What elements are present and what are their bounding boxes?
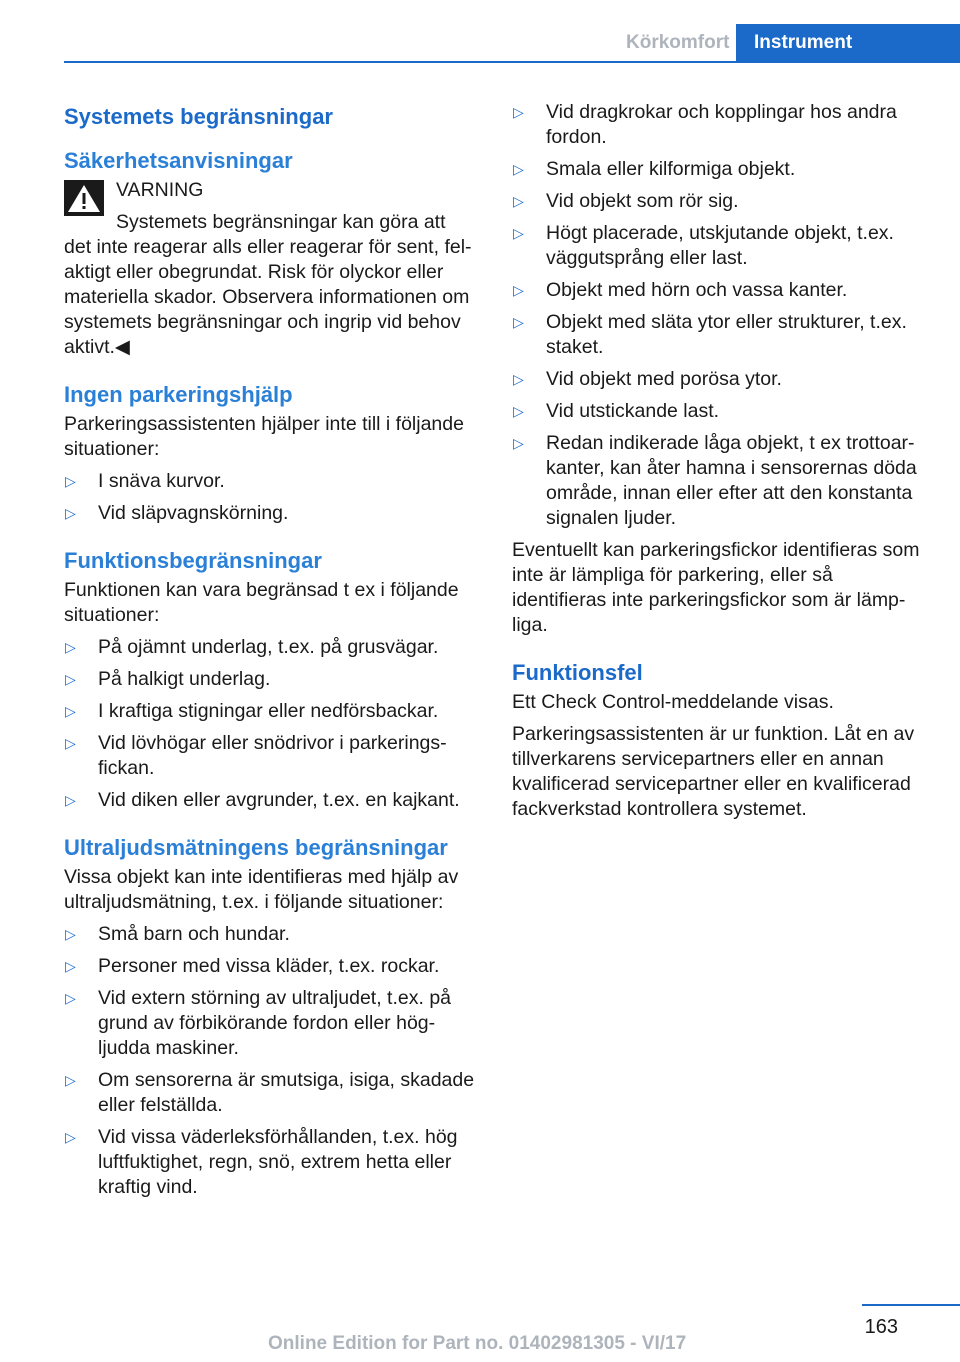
function-limits-heading: Funktionsbegränsningar	[64, 548, 322, 573]
list-item: ▷ Vid lövhögar eller snödrivor i parkerings‐fickan.	[65, 732, 447, 779]
bullet-triangle-icon: ▷	[65, 639, 76, 655]
list-item: ▷ Personer med vissa kläder, t.ex. rockar.	[65, 955, 440, 977]
fault-heading: Funktionsfel	[512, 660, 643, 685]
warning-text-rest: det inte reagerar alls eller reagerar för sent, fel‐aktigt eller obegrundat. Risk för olyckor eller materiella skador. Observera informationen om systemets begränsningar och ingrip vid behov aktivt.◀	[64, 236, 472, 358]
ultrasonic-list-continued	[512, 100, 924, 531]
list-item: ▷ På ojämnt underlag, t.ex. på grusvägar.	[65, 636, 439, 658]
warning-triangle-icon	[64, 180, 104, 216]
list-item: ▷ Små barn och hundar.	[65, 923, 290, 945]
bullet-triangle-icon: ▷	[513, 104, 524, 120]
function-limits-list	[64, 635, 479, 813]
edition-note: Online Edition for Part no. 01402981305 - VI/17	[268, 1333, 687, 1354]
ultrasonic-list	[64, 922, 479, 1200]
tab-instrument[interactable]: Instrument	[736, 24, 960, 61]
bullet-triangle-icon: ▷	[65, 958, 76, 974]
header-tabs	[608, 24, 960, 61]
bullet-triangle-icon: ▷	[65, 505, 76, 521]
bullet-triangle-icon: ▷	[65, 926, 76, 942]
bullet-triangle-icon: ▷	[513, 225, 524, 241]
footer-rule	[862, 1304, 960, 1306]
bullet-triangle-icon: ▷	[65, 671, 76, 687]
list-item: ▷ Vid objekt som rör sig.	[513, 190, 739, 212]
list-item: ▷ Högt placerade, utskjutande objekt, t.ex. väggutsprång eller last.	[513, 222, 894, 269]
fault-line-1: Ett Check Control-meddelande visas.	[512, 691, 834, 713]
tab-korkomfort[interactable]: Körkomfort	[626, 32, 730, 53]
bullet-triangle-icon: ▷	[513, 161, 524, 177]
safety-heading: Säkerhetsanvisningar	[64, 148, 293, 173]
list-item: ▷ Redan indikerade låga objekt, t ex trottoar‐kanter, kan åter hamna i sensorernas döda område, innan eller efter att den konstanta signalen ljuder.	[513, 432, 917, 529]
list-item: ▷ Objekt med hörn och vassa kanter.	[513, 279, 848, 301]
after-list-text: Eventuellt kan parkeringsfickor identifieras som inte är lämpliga för parkering, eller så identifieras inte parkeringsfickor som är lämp‐liga.	[512, 539, 920, 636]
list-item: ▷ Vid diken eller avgrunder, t.ex. en kajkant.	[65, 789, 460, 811]
list-item: ▷ Vid utstickande last.	[513, 400, 720, 422]
no-parking-list	[64, 469, 479, 526]
bullet-triangle-icon: ▷	[513, 435, 524, 451]
warning-block	[64, 178, 479, 360]
bullet-triangle-icon: ▷	[65, 792, 76, 808]
list-item: ▷ Vid extern störning av ultraljudet, t.ex. på grund av förbikörande fordon eller hög‐ljudda maskiner.	[65, 987, 452, 1059]
list-item: ▷ Om sensorerna är smutsiga, isiga, skadade eller felställda.	[65, 1069, 475, 1116]
warning-text-first: Systemets begränsningar kan göra att	[116, 211, 446, 233]
list-item: ▷ Vid objekt med porösa ytor.	[513, 368, 782, 390]
bullet-triangle-icon: ▷	[65, 735, 76, 751]
left-column	[64, 100, 479, 1207]
list-item: ▷ Objekt med släta ytor eller strukturer, t.ex. staket.	[513, 311, 907, 358]
bullet-triangle-icon: ▷	[513, 314, 524, 330]
list-item: ▷ Vid släpvagnskörning.	[65, 502, 289, 524]
no-parking-heading: Ingen parkeringshjälp	[64, 382, 293, 407]
right-column	[512, 100, 924, 829]
list-item: ▷ Vid vissa väderleksförhållanden, t.ex. hög luftfuktighet, regn, snö, extrem hetta eller kraftig vind.	[65, 1126, 458, 1198]
ultrasonic-heading: Ultraljudsmätningens begränsningar	[64, 835, 448, 860]
bullet-triangle-icon: ▷	[65, 990, 76, 1006]
bullet-triangle-icon: ▷	[65, 703, 76, 719]
list-item: ▷ På halkigt underlag.	[65, 668, 271, 690]
section-title: Systemets begränsningar	[64, 104, 333, 129]
list-item: ▷ I kraftiga stigningar eller nedförsbackar.	[65, 700, 439, 722]
list-item: ▷ Vid dragkrokar och kopplingar hos andra fordon.	[513, 101, 897, 148]
bullet-triangle-icon: ▷	[513, 371, 524, 387]
bullet-triangle-icon: ▷	[513, 282, 524, 298]
bullet-triangle-icon: ▷	[65, 473, 76, 489]
ultrasonic-intro: Vissa objekt kan inte identifieras med hjälp av ultraljudsmätning, t.ex. i följande situationer:	[64, 866, 459, 913]
header-rule	[64, 61, 960, 63]
bullet-triangle-icon: ▷	[65, 1129, 76, 1145]
page-number: 163	[864, 1316, 898, 1338]
function-limits-intro: Funktionen kan vara begränsad t ex i följande situationer:	[64, 579, 459, 626]
fault-line-2: Parkeringsassistenten är ur funktion. Låt en av tillverkarens servicepartners eller en annan kvalificerad servicepartner eller en kvalificerad fackverkstad kontrollera systemet.	[512, 723, 915, 820]
bullet-triangle-icon: ▷	[513, 403, 524, 419]
bullet-triangle-icon: ▷	[513, 193, 524, 209]
list-item: ▷ Smala eller kilformiga objekt.	[513, 158, 796, 180]
bullet-triangle-icon: ▷	[65, 1072, 76, 1088]
no-parking-intro: Parkeringsassistenten hjälper inte till i följande situationer:	[64, 413, 464, 460]
warning-label: VARNING	[116, 179, 204, 201]
list-item: ▷ I snäva kurvor.	[65, 470, 225, 492]
